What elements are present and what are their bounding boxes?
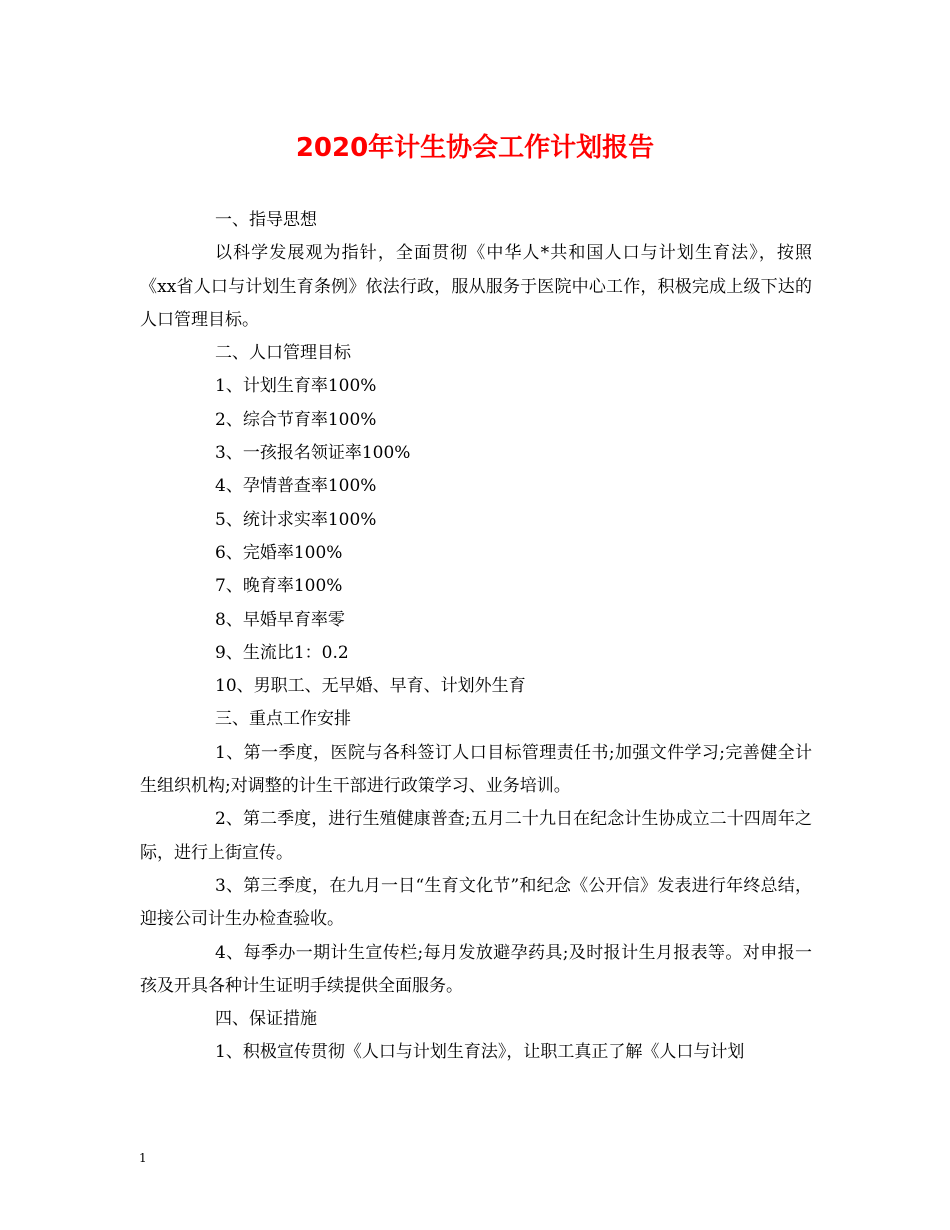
list-item: 3、一孩报名领证率100% [215,443,411,464]
paragraph: 4、每季办一期计生宣传栏;每月发放避孕药具;及时报计生月报表等。对申报一孩及开具各种计生证明手续提供全面服务。 [140,942,812,996]
section-heading-safeguards: 四、保证措施 [215,1009,317,1030]
list-item: 4、孕情普查率100% [215,476,377,497]
section-heading-key-work: 三、重点工作安排 [215,709,351,730]
paragraph: 以科学发展观为指针，全面贯彻《中华人*共和国人口与计划生育法》，按照《xx省人口与计划生育条例》依法行政，服从服务于医院中心工作，积极完成上级下达的人口管理目标。 [140,243,812,330]
page-number: 1 [139,1151,147,1165]
list-item: 5、统计求实率100% [215,509,377,530]
section-heading-guiding-ideology: 一、指导思想 [215,210,317,230]
list-item: 6、完婚率100% [215,542,343,563]
paragraph: 3、第三季度，在九月一日“生育文化节”和纪念《公开信》发表进行年终总结，迎接公司计生办检查验收。 [140,875,812,930]
paragraph: 2、第二季度，进行生殖健康普查;五月二十九日在纪念计生协成立二十四周年之际，进行上街宣传。 [140,809,812,863]
list-item: 7、晚育率100% [215,576,343,597]
list-item: 2、综合节育率100% [215,409,377,430]
document-body [140,204,812,1070]
list-item: 9、生流比1：0.2 [215,642,349,663]
list-item: 8、早婚早育率零 [215,609,345,630]
paragraph: 1、积极宣传贯彻《人口与计划生育法》，让职工真正了解《人口与计划 [215,1042,745,1063]
list-item: 1、计划生育率100% [215,376,377,397]
section-heading-population-targets: 二、人口管理目标 [215,343,351,364]
document-title: 2020年计生协会工作计划报告 [295,133,655,163]
paragraph: 1、第一季度，医院与各科签订人口目标管理责任书;加强文件学习;完善健全计生组织机构;对调整的计生干部进行政策学习、业务培训。 [140,742,812,797]
list-item: 10、男职工、无早婚、早育、计划外生育 [215,676,526,697]
